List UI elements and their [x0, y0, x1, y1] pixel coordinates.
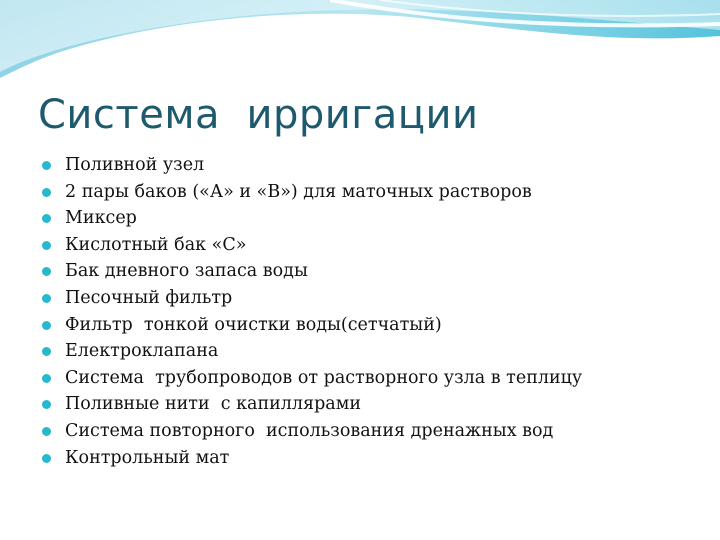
bullet-text: Песочный фильтр	[65, 287, 233, 308]
bullet-text: Електроклапана	[65, 341, 219, 362]
slide-title: Система ирригации	[38, 92, 479, 138]
bullet-text: Бак дневного запаса воды	[65, 261, 308, 282]
filled-circle-bullet-icon	[42, 294, 51, 303]
bullet-text: 2 пары баков («А» и «В») для маточных растворов	[65, 181, 532, 202]
filled-circle-bullet-icon	[42, 214, 51, 223]
filled-circle-bullet-icon	[42, 188, 51, 197]
filled-circle-bullet-icon	[42, 427, 51, 436]
filled-circle-bullet-icon	[42, 241, 51, 250]
filled-circle-bullet-icon	[42, 267, 51, 276]
bullet-text: Система повторного использования дренажных вод	[65, 420, 554, 441]
bullet-text: Кислотный бак «С»	[65, 234, 247, 255]
filled-circle-bullet-icon	[42, 161, 51, 170]
filled-circle-bullet-icon	[42, 400, 51, 409]
bullet-text: Миксер	[65, 208, 137, 229]
bullet-text: Фильтр тонкой очистки воды(сетчатый)	[65, 314, 442, 335]
bullet-text: Контрольный мат	[65, 447, 230, 468]
bullet-text: Система трубопроводов от растворного узла в теплицу	[65, 367, 583, 388]
filled-circle-bullet-icon	[42, 347, 51, 356]
filled-circle-bullet-icon	[42, 454, 51, 463]
bullet-text: Поливной узел	[65, 155, 205, 175]
bullet-text: Поливные нити с капиллярами	[65, 394, 361, 415]
filled-circle-bullet-icon	[42, 321, 51, 330]
wave-header-decoration	[0, 0, 720, 90]
filled-circle-bullet-icon	[42, 374, 51, 383]
